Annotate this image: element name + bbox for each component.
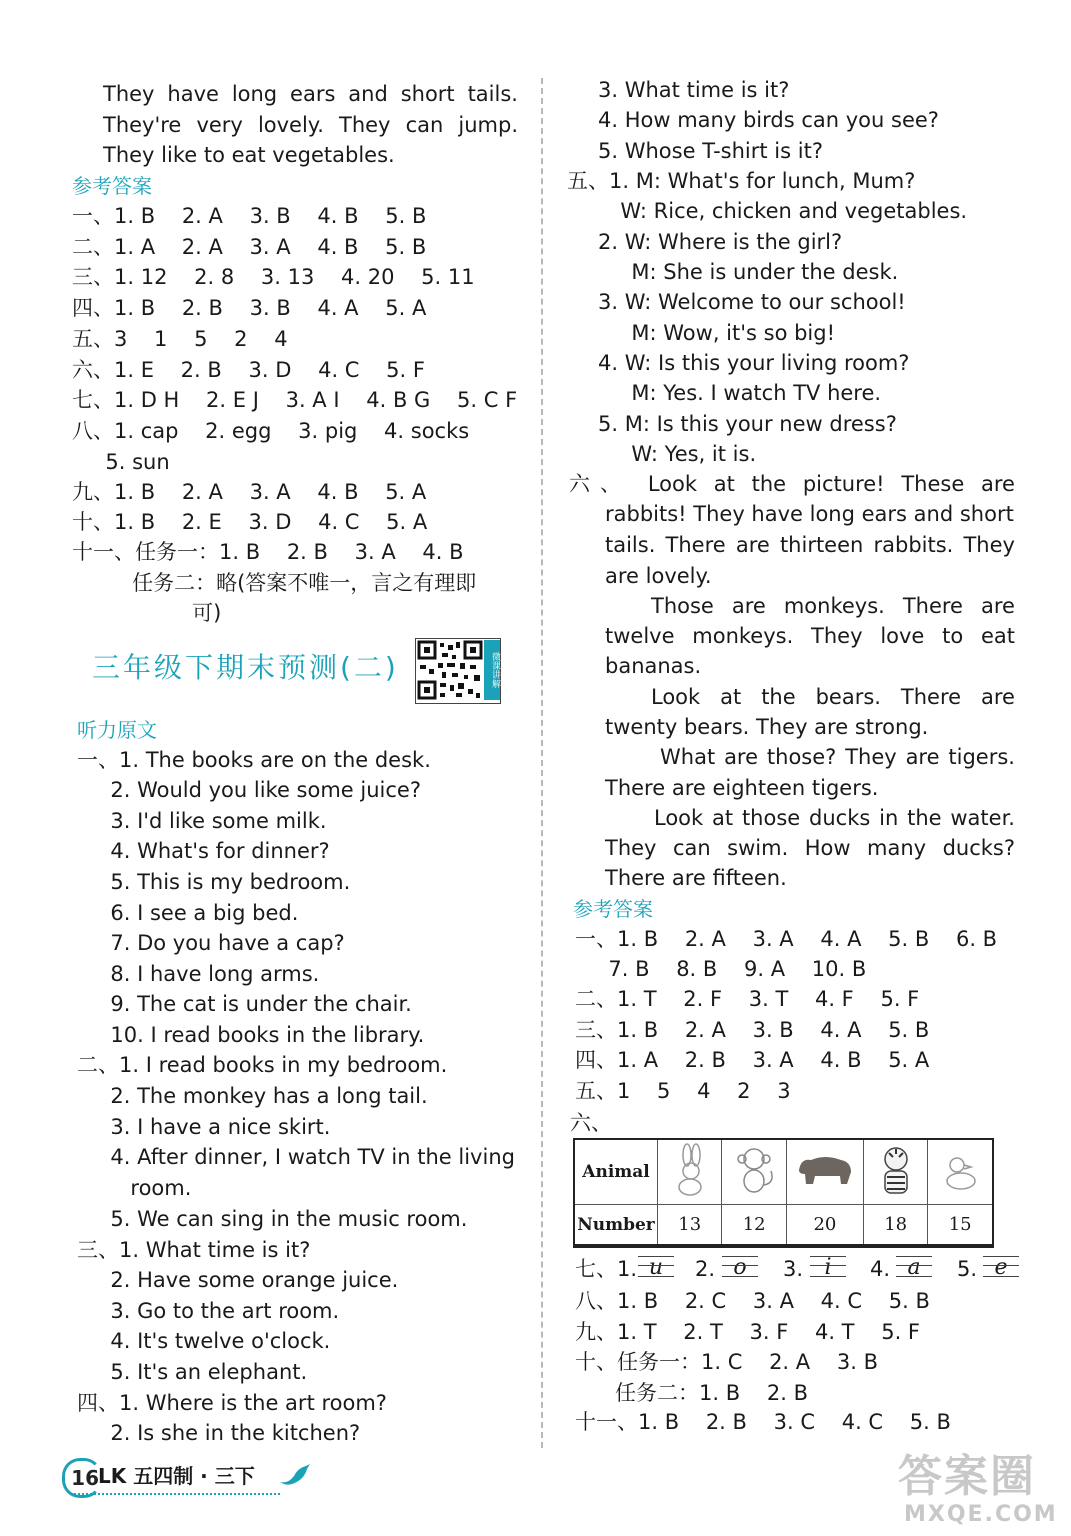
duck-icon <box>935 1143 985 1197</box>
bird-icon <box>278 1458 312 1488</box>
dialogue-line: 5. Whose T-shirt is it? <box>578 139 823 163</box>
table-cell <box>863 1139 927 1205</box>
table-cell: 12 <box>722 1205 786 1246</box>
dialogue-line: 4. W: Is this your living room? <box>578 351 910 375</box>
intro-line-1: They have long ears and short tails. <box>103 82 518 106</box>
listening-line: 3. I'd like some milk. <box>77 809 327 833</box>
table-header-animal: Animal <box>574 1139 658 1205</box>
listening-line: 5. This is my bedroom. <box>77 870 351 894</box>
listening-line: 2. Would you like some juice? <box>77 778 421 802</box>
page-number: 16 <box>62 1458 102 1498</box>
listening-line: 5. It's an elephant. <box>77 1360 308 1384</box>
table-cell <box>658 1139 722 1205</box>
monkey-icon <box>729 1143 779 1197</box>
answer-line: 十一、1. B 2. B 3. C 4. C 5. B <box>575 1410 951 1434</box>
dialogue-line: W: Yes, it is. <box>578 442 757 466</box>
listening-line: 4. What's for dinner? <box>77 839 330 863</box>
listening-line: room. <box>77 1176 192 1200</box>
listening-line: 4. It's twelve o'clock. <box>77 1329 331 1353</box>
answer-letter: u <box>648 1255 664 1280</box>
listening-line: 四、1. Where is the art room? <box>77 1391 387 1415</box>
listening-line: 6. I see a big bed. <box>77 901 299 925</box>
qr-label: 微课讲解 <box>484 640 500 700</box>
listening-heading: 听力原文 <box>77 718 157 742</box>
column-divider <box>541 78 543 1448</box>
qr-code-icon <box>416 639 484 701</box>
listening-line: 3. I have a nice skirt. <box>77 1115 331 1139</box>
answer-line: 二、1. T 2. F 3. T 4. F 5. F <box>575 987 920 1011</box>
passage-line: twelve monkeys. They love to eat <box>605 624 1015 648</box>
writing-line <box>983 1255 1019 1280</box>
passage-line: rabbits! They have long ears and short <box>605 502 1014 526</box>
table-cell <box>928 1139 993 1205</box>
table-cell: 15 <box>928 1205 993 1246</box>
intro-line-3: They like to eat vegetables. <box>103 143 395 167</box>
passage-line: twenty bears. They are strong. <box>605 715 929 739</box>
answer-line: 四、1. B 2. B 3. B 4. A 5. A <box>72 296 427 320</box>
answer-line: 六、 <box>570 1111 612 1135</box>
answers-heading: 参考答案 <box>573 897 653 921</box>
listening-line: 8. I have long arms. <box>77 962 320 986</box>
listening-line: 9. The cat is under the chair. <box>77 992 412 1016</box>
table-underline <box>573 1246 994 1248</box>
answer-letter: o <box>733 1255 747 1280</box>
answer-line: 可) <box>72 601 222 625</box>
answer-line: 二、1. A 2. A 3. A 4. B 5. B <box>72 235 427 259</box>
answer-line: 一、1. B 2. A 3. B 4. B 5. B <box>72 204 427 228</box>
writing-line <box>810 1255 846 1280</box>
rabbit-icon <box>665 1143 715 1197</box>
listening-line: 三、1. What time is it? <box>77 1238 311 1262</box>
dialogue-line: 3. W: Welcome to our school! <box>578 290 906 314</box>
table-cell: 13 <box>658 1205 722 1246</box>
q7-number: 3. <box>783 1257 804 1281</box>
listening-line: 3. Go to the art room. <box>77 1299 340 1323</box>
passage-line: Look at those ducks in the water. <box>654 806 1015 830</box>
answer-line: 五、3 1 5 2 4 <box>72 327 288 351</box>
answer-line: 7. B 8. B 9. A 10. B <box>575 957 867 981</box>
answer-line: 三、1. B 2. A 3. B 4. A 5. B <box>575 1018 930 1042</box>
writing-line <box>638 1255 674 1280</box>
answer-line: 三、1. 12 2. 8 3. 13 4. 20 5. 11 <box>72 265 475 289</box>
answer-line: 八、1. B 2. C 3. A 4. C 5. B <box>575 1289 930 1313</box>
answer-line: 5. sun <box>72 450 170 474</box>
dialogue-line: M: Wow, it's so big! <box>578 321 836 345</box>
footer-rule <box>74 1493 280 1495</box>
watermark-url: MXQE.COM <box>904 1502 1058 1527</box>
answer-letter: a <box>907 1255 921 1280</box>
table-row <box>574 1139 993 1205</box>
answer-line: 十一、任务一：1. B 2. B 3. A 4. B <box>72 540 464 564</box>
dialogue-line: M: Yes. I watch TV here. <box>578 381 882 405</box>
writing-line <box>896 1255 932 1280</box>
watermark-title: 答案圈 <box>898 1451 1036 1502</box>
answers-heading: 参考答案 <box>72 174 152 198</box>
series-label: LK 五四制 · 三下 <box>98 1464 255 1488</box>
passage-line: bananas. <box>605 654 702 678</box>
answer-line: 九、1. T 2. T 3. F 4. T 5. F <box>575 1320 921 1344</box>
dialogue-line: 五、1. M: What's for lunch, Mum? <box>567 169 916 193</box>
answer-line: 任务二：1. B 2. B <box>575 1381 808 1405</box>
q7-number: 4. <box>870 1257 891 1281</box>
tiger-icon <box>871 1143 921 1197</box>
listening-line: 4. After dinner, I watch TV in the living <box>77 1145 515 1169</box>
dialogue-line: W: Rice, chicken and vegetables. <box>567 199 968 223</box>
answer-line: 五、1 5 4 2 3 <box>575 1079 791 1103</box>
listening-line: 7. Do you have a cap? <box>77 931 345 955</box>
answer-line: 六、1. E 2. B 3. D 4. C 5. F <box>72 358 425 382</box>
q7-number: 5. <box>957 1257 978 1281</box>
passage-line: What are those? They are tigers. <box>660 745 1015 769</box>
bear-icon <box>795 1150 855 1190</box>
answer-line: 八、1. cap 2. egg 3. pig 4. socks <box>72 419 470 443</box>
listening-line: 2. The monkey has a long tail. <box>77 1084 428 1108</box>
passage-line: 六、 Look at the picture! These are <box>569 472 1015 496</box>
passage-line: tails. There are thirteen rabbits. They <box>605 533 1015 557</box>
dialogue-line: 3. What time is it? <box>578 78 790 102</box>
animal-table <box>573 1138 994 1246</box>
table-header-number: Number <box>574 1205 658 1246</box>
answer-letter: i <box>824 1255 832 1280</box>
answer-line: 九、1. B 2. A 3. A 4. B 5. A <box>72 480 427 504</box>
passage-line: There are eighteen tigers. <box>605 776 879 800</box>
dialogue-line: M: She is under the desk. <box>578 260 899 284</box>
dialogue-line: 2. W: Where is the girl? <box>578 230 843 254</box>
table-row <box>574 1205 993 1246</box>
answer-line: 十、任务一：1. C 2. A 3. B <box>575 1350 878 1374</box>
dialogue-line: 4. How many birds can you see? <box>578 108 939 132</box>
dialogue-line: 5. M: Is this your new dress? <box>578 412 897 436</box>
listening-line: 2. Is she in the kitchen? <box>77 1421 361 1445</box>
section-title: 三年级下期末预测(二) <box>92 651 399 684</box>
table-cell: 20 <box>786 1205 863 1246</box>
watermark <box>890 1452 1062 1532</box>
answer-line: 十、1. B 2. E 3. D 4. C 5. A <box>72 510 428 534</box>
listening-line: 一、1. The books are on the desk. <box>77 748 431 772</box>
listening-line: 5. We can sing in the music room. <box>77 1207 468 1231</box>
passage-line: They can swim. How many ducks? <box>605 836 1015 860</box>
table-cell <box>786 1139 863 1205</box>
answer-line: 四、1. A 2. B 3. A 4. B 5. A <box>575 1048 930 1072</box>
passage-line: are lovely. <box>605 564 712 588</box>
writing-line <box>722 1255 758 1280</box>
listening-line: 10. I read books in the library. <box>77 1023 425 1047</box>
q7-label: 七、1. <box>575 1257 638 1281</box>
passage-line: Look at the bears. There are <box>651 685 1015 709</box>
table-cell <box>722 1139 786 1205</box>
passage-line: Those are monkeys. There are <box>651 594 1015 618</box>
listening-line: 2. Have some orange juice. <box>77 1268 399 1292</box>
q7-number: 2. <box>695 1257 716 1281</box>
answer-line: 七、1. D H 2. E J 3. A I 4. B G 5. C F <box>72 388 518 412</box>
listening-line: 二、1. I read books in my bedroom. <box>77 1053 448 1077</box>
intro-line-2: They're very lovely. They can jump. <box>103 113 518 137</box>
answer-letter: e <box>994 1255 1008 1280</box>
table-cell: 18 <box>863 1205 927 1246</box>
answer-line: 任务二：略(答案不唯一，言之有理即 <box>72 571 477 595</box>
answer-line: 一、1. B 2. A 3. A 4. A 5. B 6. B <box>575 927 998 951</box>
passage-line: There are fifteen. <box>605 866 787 890</box>
